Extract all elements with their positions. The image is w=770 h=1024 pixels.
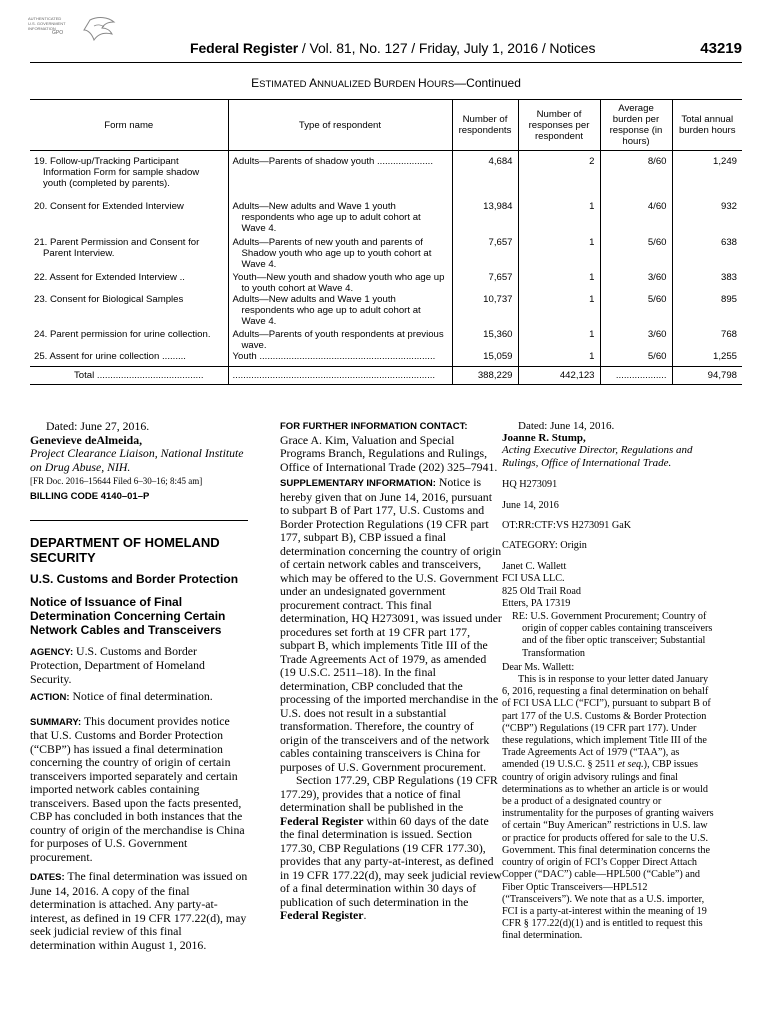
- total-responses-cell: 442,123: [518, 367, 600, 385]
- journal-name: Federal Register: [190, 40, 299, 56]
- caption-word-estimated: STIMATED: [259, 79, 310, 90]
- logo-line-3: INFORMATION: [28, 26, 56, 31]
- total-respondent-cell: ............................................................................: [228, 367, 452, 385]
- page-number: 43219: [700, 40, 742, 57]
- header-form-name: Form name: [30, 100, 228, 151]
- respondent-cell: Adults—Parents of new youth and parents of Shadow youth who age up to youth cohort at Wave 4.: [228, 237, 452, 272]
- reference-code: OT:RR:CTF:VS H273091 GaK: [502, 519, 632, 531]
- action-paragraph: [30, 690, 248, 705]
- category-line: CATEGORY: Origin: [502, 540, 587, 552]
- form-name-cell: 23. Consent for Biological Samples: [30, 294, 228, 329]
- summary-paragraph: [30, 715, 248, 865]
- total-burden-cell: 768: [720, 328, 737, 340]
- dated-line: Dated: June 27, 2016.: [46, 419, 150, 433]
- table-row: [30, 237, 742, 272]
- header-responses-per-respondent: Number of responses per respondent: [518, 100, 600, 151]
- subagency-heading: U.S. Customs and Border Protection: [30, 571, 239, 586]
- caption-letter-b: B: [373, 76, 382, 90]
- form-name-cell: 19. Follow-up/Tracking Participant Information Form for sample shadow youth (completed by parents).: [30, 151, 228, 201]
- salutation: Dear Ms. Wallett:: [502, 661, 575, 673]
- form-name-cell: 21. Parent Permission and Consent for Parent Interview.: [30, 237, 228, 272]
- supplementary-label: SUPPLEMENTARY INFORMATION:: [280, 478, 436, 489]
- contact-label: FOR FURTHER INFORMATION CONTACT:: [280, 421, 468, 432]
- responses-cell: 1: [518, 351, 600, 367]
- header-number-of-respondents: Number of respondents: [452, 100, 518, 151]
- table-row: [30, 201, 742, 237]
- letter-body: [502, 674, 718, 942]
- form-name-cell: 22. Assent for Extended Interview ..: [30, 272, 228, 294]
- letter-body-text-b: ), CBP issues country of origin advisory rulings and final determinations as to whether an article is or would be a product of a designated country or instrumentality for the purposes of granting waivers of certain “Buy American” restrictions in U.S. law or practice for products offered for sale to the U.S. Government. This final determination concerns the country of origin of FCI’s Copper Direct Attach Copper (“DAC”) cable—HPL500 (“Cable”) and Fiber Optic Transceivers—HPL512 (“Transceivers”). We note that as a U.S. importer, FCI is a party-at-interest within the meaning of 19 CFR § 177.22(d)(1) and is entitled to request this final determination.: [502, 759, 714, 942]
- header-average-burden: Average burden per response (in hours): [600, 100, 672, 151]
- action-label: ACTION:: [30, 692, 70, 703]
- total-respondents-cell: 388,229: [452, 367, 518, 385]
- burden-table: [30, 99, 742, 385]
- respondents-cell: 13,984: [452, 201, 518, 237]
- table-row: [30, 294, 742, 329]
- table-row: [30, 329, 742, 351]
- total-burden-cell: 895: [720, 293, 737, 305]
- table-row: [30, 351, 742, 367]
- responses-cell: 1: [518, 294, 600, 329]
- respondent-cell: Adults—Parents of youth respondents at previous wave.: [228, 329, 452, 351]
- text-column-1: [30, 420, 248, 952]
- issue-info: / Vol. 81, No. 127 / Friday, July 1, 2016 / Notices: [298, 40, 596, 56]
- caption-word-burden: URDEN: [381, 79, 419, 90]
- responses-cell: 1: [518, 237, 600, 272]
- respondents-cell: 15,059: [452, 351, 518, 367]
- table-header-row: [30, 100, 742, 151]
- respondents-cell: 10,737: [452, 294, 518, 329]
- caption-letter-h: H: [418, 76, 427, 90]
- logo-line-1: AUTHENTICATED: [28, 16, 62, 21]
- address-name: Janet C. Wallett: [502, 561, 567, 573]
- federal-register-ref-2: Federal Register: [280, 908, 364, 922]
- c3-signer-title: Acting Executive Director, Regulations and Rulings, Office of International Trade.: [502, 444, 693, 470]
- respondents-cell: 7,657: [452, 272, 518, 294]
- header-citation: [190, 40, 595, 56]
- header-type-of-respondent: Type of respondent: [228, 100, 452, 151]
- dates-label: DATES:: [30, 872, 65, 883]
- notice-title: Notice of Issuance of Final Determination Concerning Certain Network Cables and Transceivers: [30, 594, 226, 637]
- letter-date: June 14, 2016: [502, 499, 559, 511]
- total-burden-cell: 383: [720, 271, 737, 283]
- total-avg-cell: ...................: [600, 367, 672, 385]
- total-burden-cell: 932: [720, 200, 737, 212]
- section-divider: [30, 520, 248, 521]
- avg-burden-cell: 5/60: [600, 237, 672, 272]
- respondents-cell: 15,360: [452, 329, 518, 351]
- caption-continued: —Continued: [454, 76, 521, 90]
- table-row: [30, 151, 742, 201]
- total-burden-cell: 1,249: [712, 156, 737, 167]
- table-row: [30, 272, 742, 294]
- logo-line-4: GPO: [52, 30, 64, 36]
- responses-cell: 1: [518, 272, 600, 294]
- avg-burden-cell: 5/60: [600, 294, 672, 329]
- header-total-burden: Total annual burden hours: [672, 100, 742, 151]
- responses-cell: 1: [518, 201, 600, 237]
- avg-burden-cell: 4/60: [600, 201, 672, 237]
- supplementary-text: Notice is hereby given that on June 14, 2016, pursuant to subpart B of Part 177, U.S. Customs and Border Protection Regulations (19 CFR part 177, subpart B), CBP issued a final determination concerning the country of origin of certain network cables and transceivers, which may be offered to the U.S. Government under an undesignated government procurement contract. This final determination, HQ H273091, was issued under procedures set forth at 19 CFR part 177, subpart B, which implements Title III of the Trade Agreements Act of 1979, as amended (19 U.S.C. 2511–18). In the final determination, CBP concluded that the processing of the imported merchandise in the U.S. does not result in a substantial transformation. Therefore, the country of origin of the transceivers and of the network cables containing transceivers is China for purposes of U.S. Government procurement.: [280, 475, 502, 774]
- federal-register-ref-1: Federal Register: [280, 813, 364, 828]
- logo-line-2: U.S. GOVERNMENT: [28, 21, 66, 26]
- avg-burden-cell: 3/60: [600, 329, 672, 351]
- hq-number: HQ H273091: [502, 479, 558, 491]
- caption-word-annualized: NNUALIZED: [317, 79, 374, 90]
- form-name-cell: 20. Consent for Extended Interview: [30, 201, 228, 237]
- respondents-cell: 7,657: [452, 237, 518, 272]
- re-line: RE: U.S. Government Procurement; Country of origin of copper cables containing transceivers and of the fiber optic transceiver; Substantial Transformation: [512, 611, 713, 659]
- responses-cell: 2: [518, 151, 600, 201]
- signer-name: Genevieve deAlmeida,: [30, 432, 143, 447]
- table-caption: [30, 76, 742, 90]
- letter-body-text-a: This is in response to your letter dated January 6, 2016, requesting a final determination on behalf of FCI USA LLC (“FCI”), pursuant to subpart B of part 177 of the U.S. Customs & Border Protection (“CBP”) Regulations (19 CFR part 177). Under these regulations, which implement Title III of the Trade Agreements Act of 1979 (“TAA”), as amended (19 U.S.C. § 2511: [502, 674, 711, 771]
- respondent-cell: Youth—New youth and shadow youth who age up to youth cohort at Wave 4.: [228, 272, 452, 294]
- c3-dated-line: Dated: June 14, 2016.: [518, 420, 615, 432]
- avg-burden-cell: 5/60: [600, 351, 672, 367]
- section-177-text-b: within 60 days of the date the final determination is issued. Section 177.30, CBP Regulations (19 CFR 177.30), provides that any party-at-interest, as defined in 19 CFR 177.22(d), may seek judicial review of a final determination within 30 days of publication of such determination in the: [280, 813, 502, 909]
- agency-label: AGENCY:: [30, 646, 74, 658]
- text-column-2: [280, 420, 502, 923]
- respondent-cell: Adults—New adults and Wave 1 youth respondents who age up to adult cohort at Wave 4.: [228, 201, 452, 237]
- section-177-text-end: .: [363, 908, 367, 922]
- responses-cell: 1: [518, 329, 600, 351]
- caption-letter-a: A: [309, 76, 318, 90]
- respondent-cell: Youth ..................................................................: [228, 351, 452, 367]
- supplementary-paragraph: [280, 476, 502, 774]
- fr-doc-line: [FR Doc. 2016–15644 Filed 6–30–16; 8:45 am]: [30, 476, 203, 486]
- running-header: [30, 40, 742, 63]
- et-seq: et seq.: [617, 759, 644, 771]
- total-label-cell: Total ........................................: [30, 367, 228, 385]
- form-name-cell: 24. Parent permission for urine collection.: [30, 329, 228, 351]
- dates-text: The final determination was issued on June 14, 2016. A copy of the final determination is attached. Any party-at-interest, as defined in 19 CFR 177.22(d), may seek judicial review of this final determination within August 1, 2016.: [30, 869, 248, 952]
- text-column-3: [502, 420, 718, 943]
- signer-title: Project Clearance Liaison, National Institute on Drug Abuse, NIH.: [30, 446, 244, 474]
- c3-signer-name: Joanne R. Stump,: [502, 432, 586, 445]
- agency-text: U.S. Customs and Border Protection, Department of Homeland Security.: [30, 643, 205, 686]
- address-company: FCI USA LLC.: [502, 573, 565, 585]
- caption-word-hours: OURS: [426, 79, 455, 90]
- total-burden-hours-cell: 94,798: [672, 367, 742, 385]
- total-burden-cell: 638: [720, 236, 737, 248]
- avg-burden-cell: 8/60: [600, 151, 672, 201]
- dates-paragraph: [30, 870, 248, 952]
- contact-text: Grace A. Kim, Valuation and Special Programs Branch, Regulations and Rulings, Office of International Trade (202) 325–7941.: [280, 432, 498, 474]
- caption-letter-e: E: [251, 76, 260, 90]
- respondent-cell: Adults—Parents of shadow youth .....................: [228, 151, 452, 201]
- agency-heading: DEPARTMENT OF HOMELAND SECURITY: [30, 534, 220, 565]
- action-text: Notice of final determination.: [69, 689, 213, 703]
- agency-paragraph: [30, 645, 248, 687]
- summary-label: SUMMARY:: [30, 716, 82, 728]
- section-177-paragraph: [280, 774, 502, 923]
- form-name-cell: 25. Assent for urine collection .........: [30, 351, 228, 367]
- table-total-row: [30, 367, 742, 385]
- address-street: 825 Old Trail Road: [502, 585, 581, 597]
- respondent-cell: Adults—New adults and Wave 1 youth respondents who age up to adult cohort at Wave 4.: [228, 294, 452, 329]
- total-burden-cell: 1,255: [712, 350, 737, 362]
- section-177-text-a: Section 177.29, CBP Regulations (19 CFR 177.29), provides that a notice of final determination shall be published in the: [280, 773, 498, 814]
- respondents-cell: 4,684: [452, 151, 518, 201]
- avg-burden-cell: 3/60: [600, 272, 672, 294]
- summary-text: This document provides notice that U.S. Customs and Border Protection (“CBP”) has issued a final determination concerning the country of origin of certain transceivers imported separately and certain imported network cables containing transceivers. Based upon the facts presented, CBP has concluded in both instances that the country of origin of the merchandise is China for purposes of U.S. Government procurement.: [30, 713, 245, 864]
- address-city: Etters, PA 17319: [502, 597, 571, 609]
- billing-code: BILLING CODE 4140–01–P: [30, 491, 150, 502]
